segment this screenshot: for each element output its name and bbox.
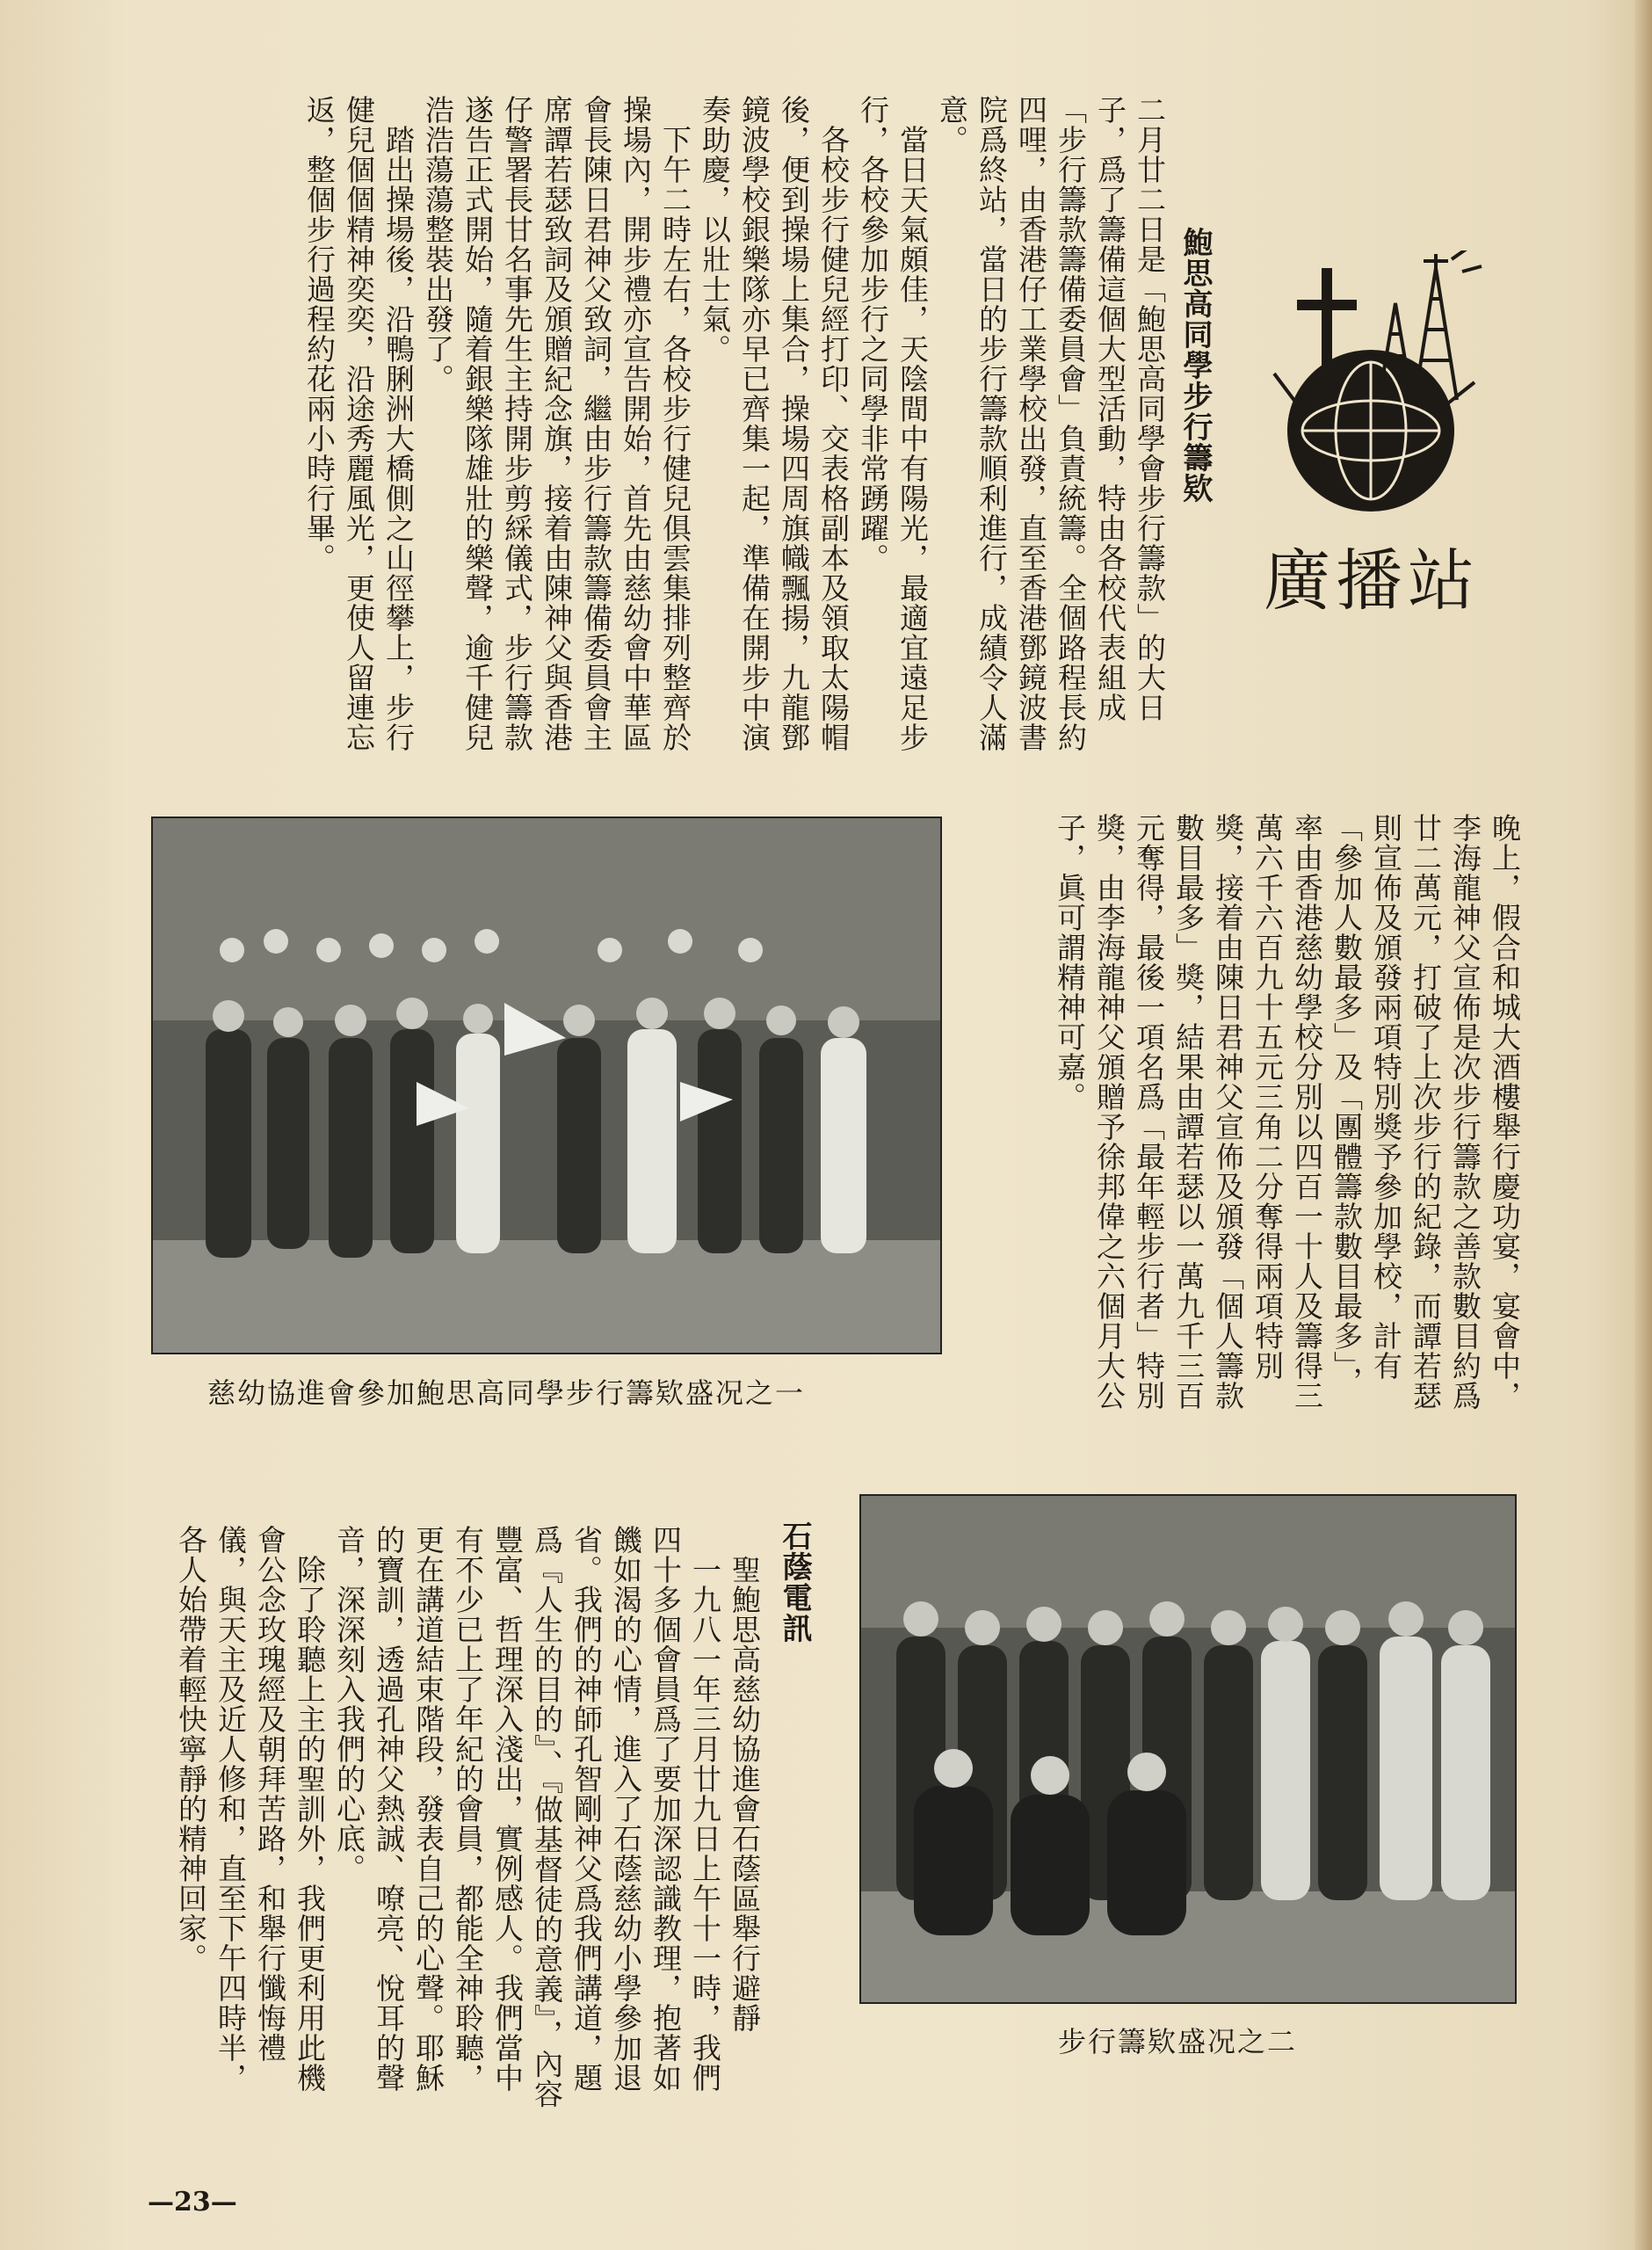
section-title: 廣播站 bbox=[1264, 541, 1480, 620]
page-edge bbox=[1634, 0, 1652, 2250]
walkathon-group-photo bbox=[151, 817, 942, 1354]
group-photo-image bbox=[153, 818, 940, 1353]
photo-caption-2: 步行籌欵盛况之二 bbox=[1058, 2025, 1298, 2058]
article-body-2: 聖鮑思高慈幼協進會石蔭區舉行避靜 一九八一年三月廿九日上午十一時，我們四十多個會員爲了要加深認識教理，抱著如饑如渴的心情，進入了石蔭慈幼小學參加退省。我們的神師孔智剛神父爲我們講道，題爲『人生的目的』、『做基督徒的意義』，內容豐富、哲理深入淺出，實例感人。我們當中有不少已上了年紀的會員，都能全神聆聽，更在講道結束階段，發表自己的心聲。耶穌的寶訓，透過孔神父熱誠、嘹亮、悅耳的聲音，深深刻入我們的心底。 除了聆聽上主的聖訓外，我們更利用此機會公念玫瑰經及朝拜苦路，和舉行懺悔禮儀，與天主及近人修和，直至下午四時半，各人始帶着輕快寧靜的精神回家。 bbox=[174, 1525, 762, 2109]
broadcast-emblem bbox=[1248, 250, 1494, 523]
article-heading-2: 石蔭電訊 bbox=[777, 1521, 812, 1644]
retreat-photo-image bbox=[861, 1496, 1515, 2002]
article-continued: 晚上，假合和城大酒樓舉行慶功宴，宴會中，李海龍神父宣佈是次步行籌款之善款數目約爲廿二萬元，打破了上次步行的紀錄，而譚若瑟則宣佈及頒發兩項特別獎予參加學校，計有「參加人數最多」及「團體籌款數目最多」，率由香港慈幼學校分別以四百一十人及籌得三萬六千六百九十五元三角二分奪得兩項特別獎，接着由陳日君神父宣佈及頒發「個人籌款數目最多」獎，結果由譚若瑟以一萬九千三百元奪得，最後一項名爲「最年輕步行者」特別獎，由李海龍神父頒贈予徐邦偉之六個月大公子，眞可謂精神可嘉。 bbox=[1053, 813, 1522, 1411]
article-body: 二月廿二日是「鮑思高同學會步行籌款」的大日子，爲了籌備這個大型活動，特由各校代表組成「步行籌款籌備委員會」負責統籌。全個路程長約四哩，由香港仔工業學校出發，直至香港鄧鏡波書院爲終站，當日的步行籌款順利進行，成績令人滿意。 當日天氣頗佳，天陰間中有陽光，最適宜遠足步行，各校參加步行之同學非常踴躍。 各校步行健兒經打印、交表格副本及領取太陽帽後，便到操場上集合，操場四周旗幟飄揚，九龍鄧鏡波學校銀樂隊亦早已齊集一起，準備在開步中演奏助慶，以壯士氣。 下午二時左右，各校步行健兒俱雲集排列整齊於操場內，開步禮亦宣告開始，首先由慈幼會中華區會長陳日君神父致詞，繼由步行籌款籌備委員會主席譚若瑟致詞及頒贈紀念旗，接着由陳神父與香港仔警署長甘名事先生主持開步剪綵儀式，步行籌款遂告正式開始，隨着銀樂隊雄壯的樂聲，逾千健兒浩浩蕩蕩整裝出發了。 踏出操場後，沿鴨脷洲大橋側之山徑攀上，步行健兒個個精神奕奕，沿途秀麗風光，更使人留連忘返，整個步行過程約花兩小時行畢。 bbox=[302, 95, 1167, 752]
globe-tower-icon bbox=[1248, 250, 1494, 523]
retreat-group-photo bbox=[859, 1494, 1517, 2004]
photo-caption: 慈幼協進會參加鮑思高同學步行籌欵盛况之一 bbox=[207, 1376, 806, 1410]
page-number: —23— bbox=[148, 2187, 237, 2217]
article-heading: 鮑思高同學步行籌欵 bbox=[1177, 227, 1213, 504]
